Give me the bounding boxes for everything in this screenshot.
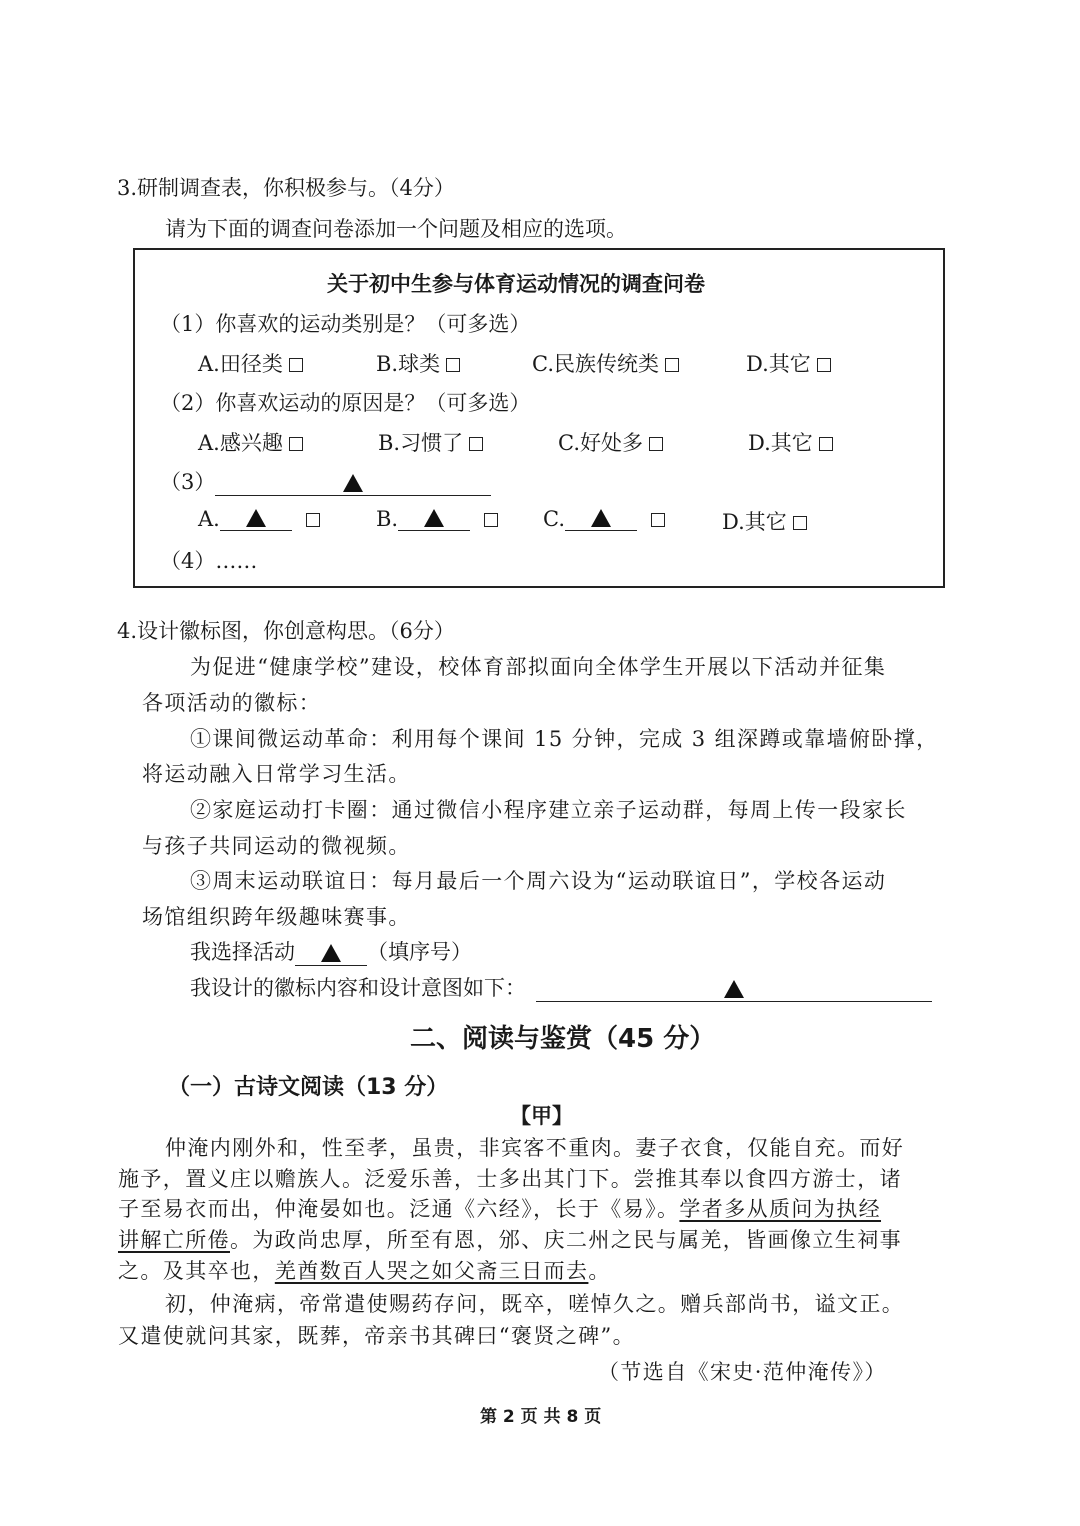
q3-option-c-label: C.: [543, 507, 565, 531]
q4-item3-line1: ③周末运动联谊日：每月最后一个周六设为“运动联谊日”，学校各运动: [190, 869, 887, 893]
q3-option-d: [722, 506, 807, 536]
q1-option-c-checkbox[interactable]: [665, 358, 679, 372]
section2-heading: 二、阅读与鉴赏（45 分）: [410, 1024, 716, 1054]
q3-option-a-label: A.: [198, 507, 220, 531]
q2-option-b-label: B.习惯了: [378, 431, 464, 455]
survey-q1: （1）你喜欢的运动类别是？（可多选）: [160, 312, 531, 336]
q2-option-c: [558, 427, 663, 457]
q2-option-c-label: C.好处多: [558, 431, 643, 455]
q4-item2-line1: ②家庭运动打卡圈：通过微信小程序建立亲子运动群，每周上传一段家长: [190, 798, 907, 822]
q2-option-c-checkbox[interactable]: [649, 437, 663, 451]
q1-option-d: [746, 348, 831, 378]
survey-q3: [160, 466, 491, 496]
answer-triangle-icon: [724, 980, 744, 998]
q4-choose-blank[interactable]: [295, 941, 367, 966]
answer-triangle-icon: [424, 509, 444, 527]
q3-question-blank[interactable]: [215, 471, 491, 496]
q1-option-b-label: B.球类: [376, 352, 441, 376]
q1-option-b: [376, 348, 460, 378]
q4-intro-line2: 各项活动的徽标：: [142, 691, 322, 715]
survey-q2: （2）你喜欢运动的原因是？（可多选）: [160, 391, 531, 415]
q4-design-blank[interactable]: [536, 977, 932, 1002]
q3-option-c-blank[interactable]: [565, 506, 637, 531]
q4-item2-line2: 与孩子共同运动的微视频。: [142, 834, 411, 858]
q1-option-a: [198, 348, 303, 378]
q3-option-b: [376, 506, 498, 531]
passage-p1-line5-end: 。: [588, 1259, 611, 1283]
passage-p2-line2: 又遣使就问其家，既葬，帝亲书其碑曰“褒贤之碑”。: [118, 1324, 636, 1348]
q3-option-c: [543, 506, 665, 531]
q1-option-d-label: D.其它: [746, 352, 811, 376]
q1-option-c-label: C.民族传统类: [532, 352, 659, 376]
answer-triangle-icon: [343, 474, 363, 492]
q3-option-a-checkbox[interactable]: [306, 513, 320, 527]
q4-choose-label: 我选择活动: [190, 940, 295, 964]
survey-box: [133, 248, 945, 588]
q3-option-b-blank[interactable]: [398, 506, 470, 531]
passage-p1-line3-text: 子至易衣而出，仲淹晏如也。泛通《六经》，长于《易》。: [118, 1197, 680, 1221]
q2-option-a-checkbox[interactable]: [289, 437, 303, 451]
survey-q3-label: （3）: [160, 470, 216, 494]
q4-choose-suffix: （填序号）: [367, 940, 472, 964]
q4-item1-line1: ①课间微运动革命：利用每个课间 15 分钟，完成 3 组深蹲或靠墙俯卧撑，: [190, 727, 939, 751]
q2-option-d-label: D.其它: [748, 431, 813, 455]
q2-option-b-checkbox[interactable]: [469, 437, 483, 451]
section2-subheading: （一）古诗文阅读（13 分）: [168, 1075, 449, 1100]
passage-p1-line5: [118, 1255, 611, 1285]
q3-option-a-blank[interactable]: [220, 506, 292, 531]
q4-design-label: 我设计的徽标内容和设计意图如下：: [190, 976, 526, 1000]
q1-option-d-checkbox[interactable]: [817, 358, 831, 372]
q4-design-row: [190, 972, 932, 1002]
q4-item1-line2: 将运动融入日常学习生活。: [142, 762, 411, 786]
q2-option-a-label: A.感兴趣: [198, 431, 283, 455]
answer-triangle-icon: [246, 509, 266, 527]
passage-p2-line1: 初，仲淹病，帝常遣使赐药存问，既卒，嗟悼久之。赠兵部尚书，谥文正。: [165, 1292, 905, 1316]
q3-instruction: 请为下面的调查问卷添加一个问题及相应的选项。: [165, 217, 627, 241]
q3-option-b-label: B.: [376, 507, 399, 531]
passage-label: 【甲】: [510, 1104, 573, 1128]
q3-option-b-checkbox[interactable]: [484, 513, 498, 527]
q3-option-c-checkbox[interactable]: [651, 513, 665, 527]
passage-p1-line4-text: 。为政尚忠厚，所至有恩，邠、庆二州之民与属羌，皆画像立生祠事: [230, 1228, 902, 1252]
q2-option-d-checkbox[interactable]: [819, 437, 833, 451]
page-footer: 第 2 页 共 8 页: [480, 1407, 602, 1427]
q4-choose-row: [190, 936, 472, 966]
survey-q4: （4）……: [160, 549, 258, 573]
survey-title: 关于初中生参与体育运动情况的调查问卷: [327, 272, 705, 296]
q3-option-d-label: D.其它: [722, 510, 787, 534]
q1-option-a-label: A.田径类: [198, 352, 283, 376]
q4-intro-line1: 为促进“健康学校”建设，校体育部拟面向全体学生开展以下活动并征集: [190, 655, 887, 679]
q3-title: 3.研制调查表，你积极参与。（4分）: [117, 176, 455, 200]
passage-p1-line2: 施予，置义庄以赡族人。泛爱乐善，士多出其门下。尝推其奉以食四方游士，诸: [118, 1167, 902, 1191]
q3-option-a: [198, 506, 320, 531]
q1-option-b-checkbox[interactable]: [446, 358, 460, 372]
q1-option-c: [532, 348, 679, 378]
q2-option-d: [748, 427, 833, 457]
underlined-sentence: 羌酋数百人哭之如父斋三日而去: [274, 1259, 589, 1283]
answer-triangle-icon: [321, 944, 341, 962]
underlined-sentence: 讲解亡所倦: [118, 1228, 230, 1252]
answer-triangle-icon: [591, 509, 611, 527]
passage-source: （节选自《宋史·范仲淹传》）: [598, 1360, 887, 1384]
q2-option-a: [198, 427, 303, 457]
q4-item3-line2: 场馆组织跨年级趣味赛事。: [142, 905, 411, 929]
passage-p1-line4: [118, 1224, 902, 1254]
q4-title: 4.设计徽标图，你创意构思。（6分）: [117, 619, 455, 643]
q2-option-b: [378, 427, 483, 457]
passage-p1-line3: [118, 1193, 881, 1223]
q3-option-d-checkbox[interactable]: [793, 516, 807, 530]
passage-p1-line1: 仲淹内刚外和，性至孝，虽贵，非宾客不重肉。妻子衣食，仅能自充。而好: [165, 1136, 905, 1160]
q1-option-a-checkbox[interactable]: [289, 358, 303, 372]
passage-p1-line5-text: 之。及其卒也，: [118, 1259, 275, 1283]
underlined-sentence: 学者多从质问为执经: [679, 1197, 882, 1221]
